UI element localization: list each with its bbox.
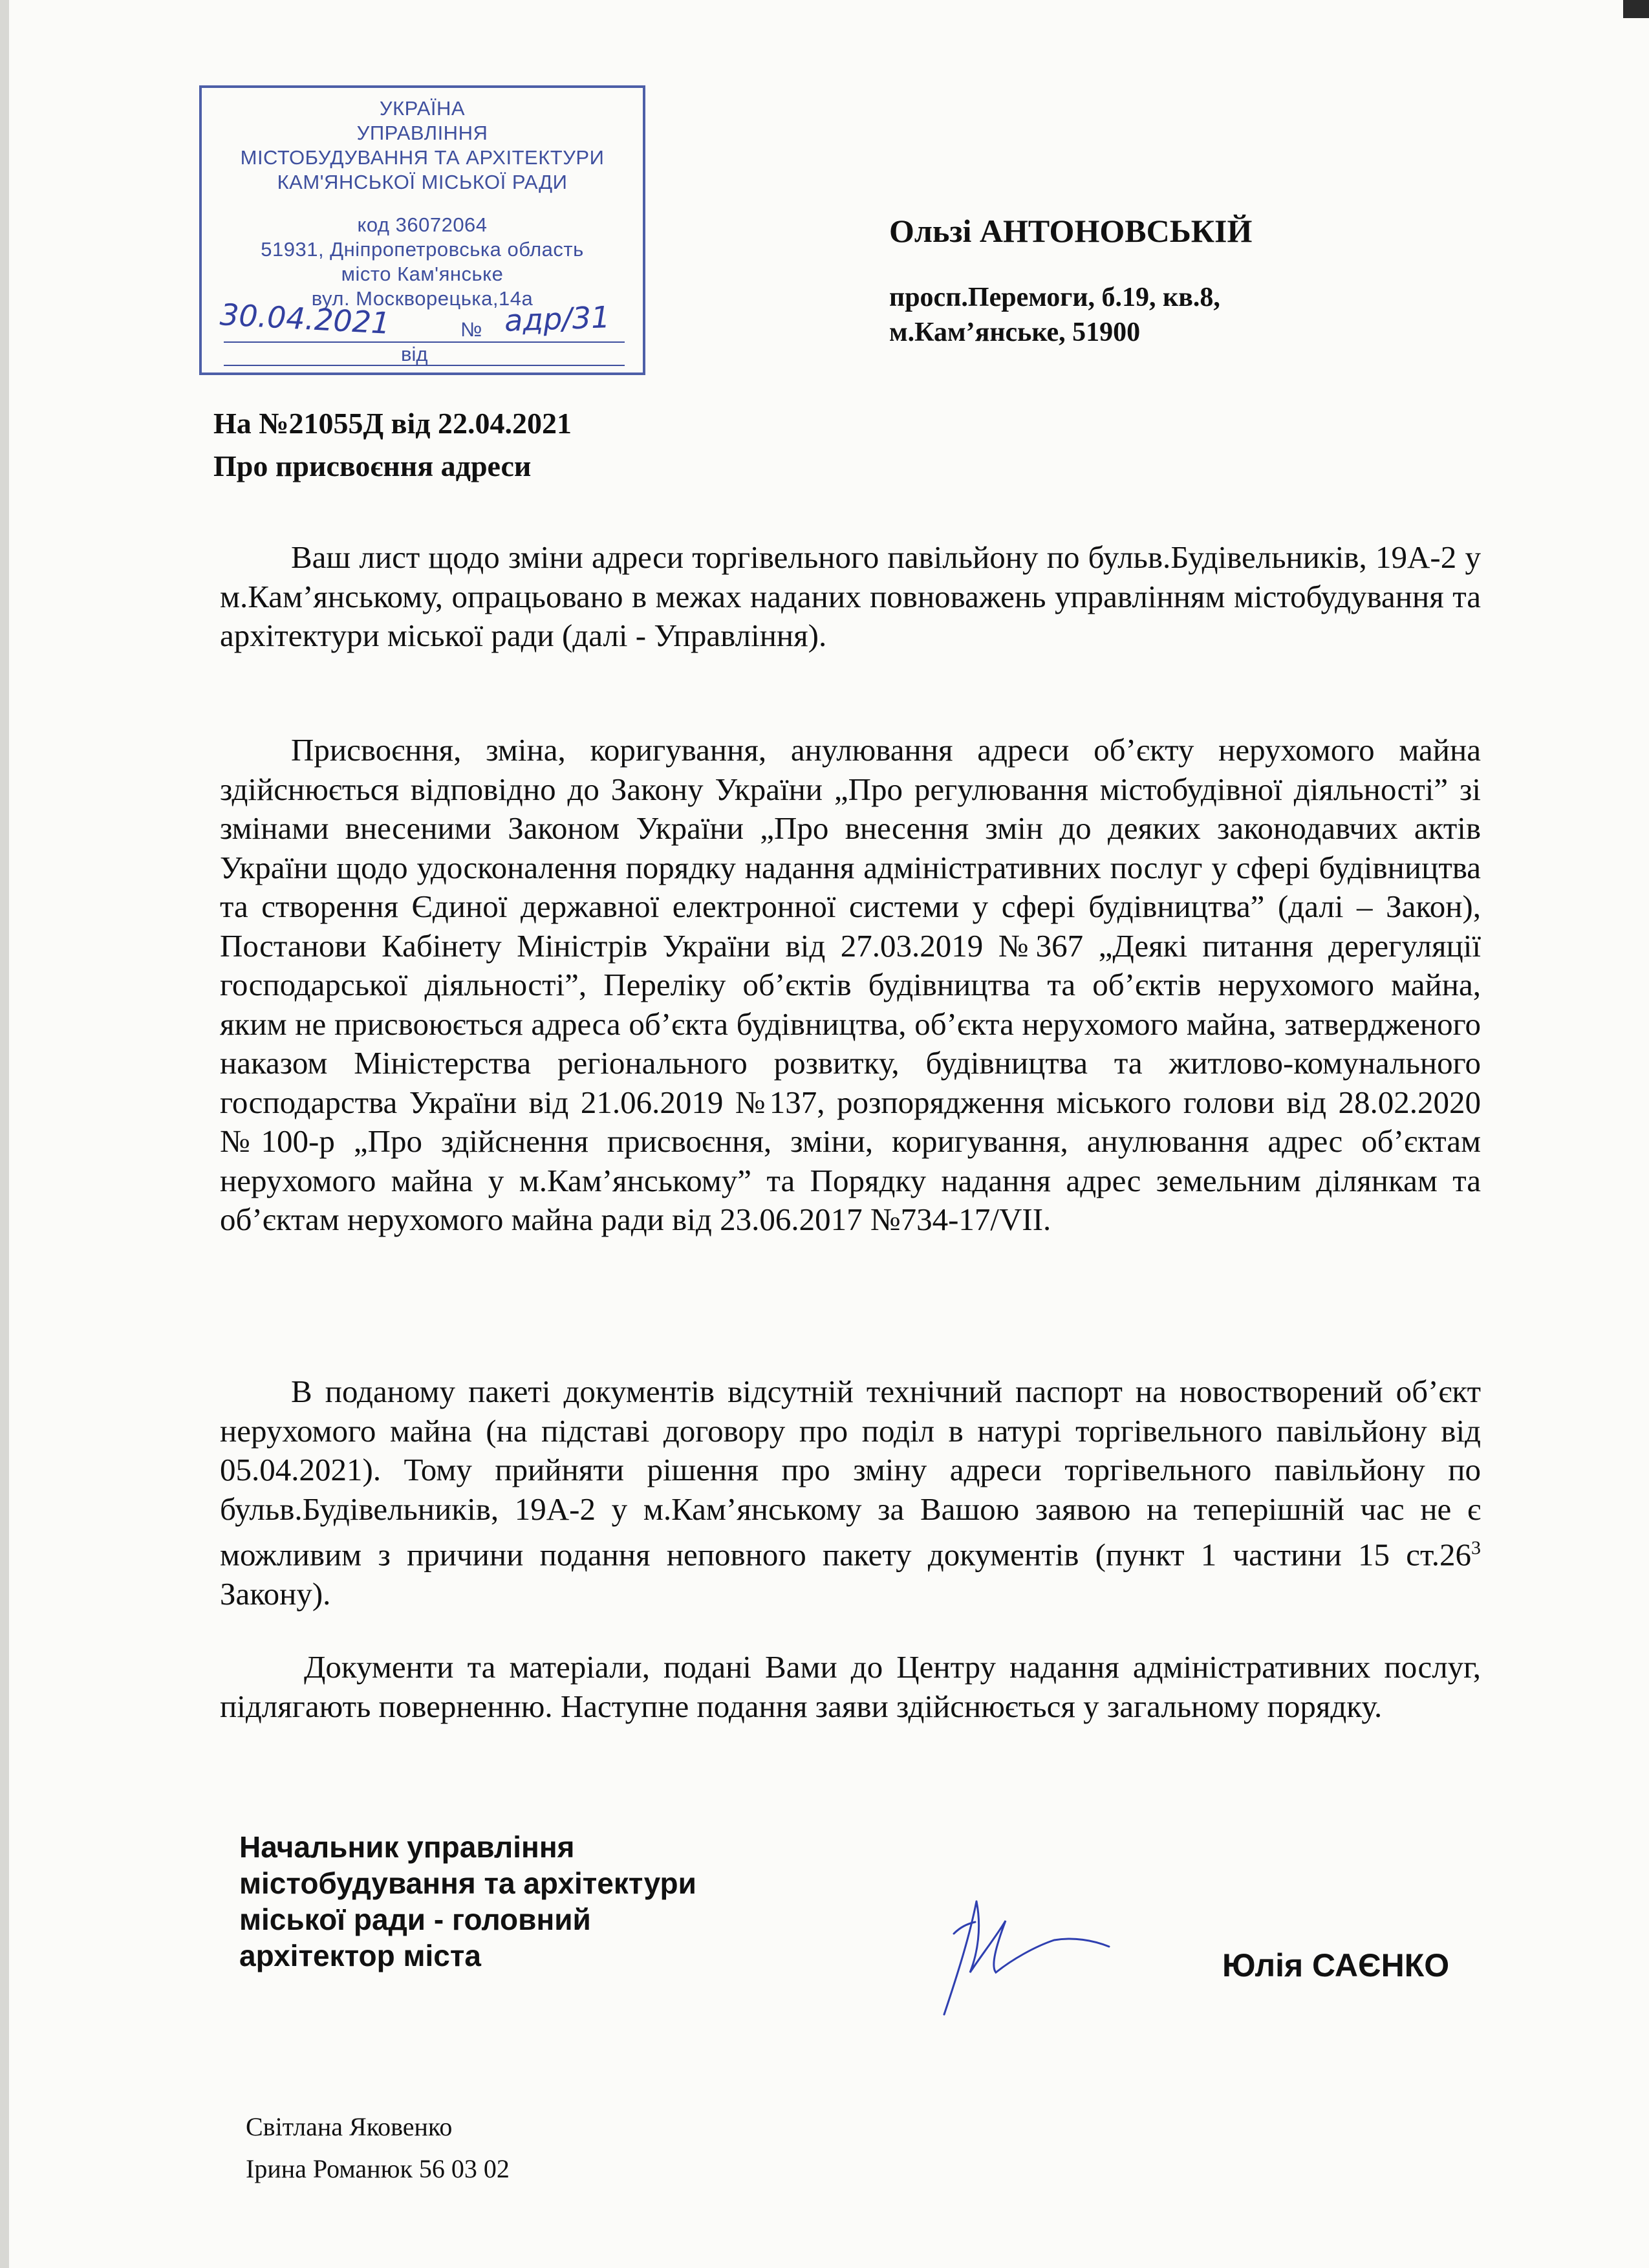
stamp-line-7: місто Кам'янське — [341, 263, 504, 285]
executor-1: Світлана Яковенко — [246, 2112, 453, 2141]
letter-subject: Про присвоєння адреси — [213, 449, 532, 482]
stamp-line-4: КАМ'ЯНСЬКОЇ МІСЬКОЇ РАДИ — [277, 171, 568, 193]
reference-number: На №21055Д від 22.04.2021 — [213, 407, 572, 440]
stamp-line-5: код 36072064 — [357, 213, 488, 236]
scan-edge — [0, 0, 9, 2268]
stamp-line-1: УКРАЇНА — [379, 97, 466, 120]
addressee-city: м.Кам’янське, 51900 — [889, 318, 1141, 347]
stamp-line-8: вул. Москворецька,14а — [311, 287, 534, 310]
stamp-line-3: МІСТОБУДУВАННЯ ТА АРХІТЕКТУРИ — [240, 146, 605, 169]
stamp-handwritten-number: адр/31 — [504, 299, 611, 338]
scan-corner — [1623, 0, 1649, 18]
signatory-name: Юлія САЄНКО — [1222, 1947, 1450, 1983]
stamp-from-label: від — [401, 343, 428, 365]
body-paragraph-4: Документи та матеріали, подані Вами до Центру надання адміністративних послуг, підлягають поверненню. Наступне подання заяви здійснюється у загальному порядку. — [220, 1649, 1481, 1724]
signatory-position-line-2: містобудування та архітектури — [239, 1866, 696, 1900]
body-paragraph-1: Ваш лист щодо зміни адреси торгівельного павільйону по бульв.Будівельників, 19А-2 у м.Кам’янському, опрацьовано в межах наданих повноважень управлінням містобудування та архітектури міської ради (далі - Управління). — [220, 539, 1481, 653]
handwritten-signature — [899, 1875, 1112, 2024]
addressee-name: Ользі АНТОНОВСЬКІЙ — [889, 213, 1253, 249]
signatory-position-line-4: архітектор міста — [239, 1939, 481, 1972]
body-paragraph-3-text: В поданому пакеті документів відсутній технічний паспорт на новостворений об’єкт нерухомого майна (на підставі договору про поділ в натурі торгівельного павільйону від 05.04.2021). Тому прийняти рішення про зміну адреси торгівельного павільйону по бульв.Будівельників, 19А-2 у м.Кам’янському за Вашою заявою на теперішній час не є можливим з причини подання неповного пакету документів (пункт 1 частини 15 ст.26 — [220, 1374, 1481, 1573]
article-superscript: 3 — [1471, 1537, 1481, 1559]
stamp-handwritten-date: 30.04.2021 — [219, 297, 391, 341]
stamp-date-rule — [224, 365, 625, 366]
registration-stamp — [199, 85, 645, 375]
stamp-number-label: № — [460, 318, 482, 341]
body-paragraph-3-end: Закону). — [220, 1575, 331, 1612]
stamp-line-2: УПРАВЛІННЯ — [356, 122, 488, 144]
stamp-line-6: 51931, Дніпропетровська область — [261, 238, 584, 261]
executor-2: Ірина Романюк 56 03 02 — [246, 2154, 510, 2183]
body-paragraph-2: Присвоєння, зміна, коригування, анулювання адреси об’єкту нерухомого майна здійснюється відповідно до Закону України „Про регулювання містобудівної діяльності” зі змінами внесеними Законом України „Про внесення змін до деяких законодавчих актів України щодо удосконалення порядку надання адміністративних послуг у сфері будівництва та створення Єдиної державної електронної системи у сфері будівництва” (далі – Закон), Постанови Кабінету Міністрів України від 27.03.2019 №367 „Деякі питання дерегуляції господарської діяльності”, Переліку об’єктів будівництва та об’єктів нерухомого майна, яким не присвоюється адреса об’єкта будівництва, об’єкта нерухомого майна, затвердженого наказом Міністерства регіонального розвитку, будівництва та житлово-комунального господарства України від 21.06.2019 №137, розпорядження міського голови від 28.02.2020 №100-р „Про здійснення присвоєння, зміни, коригування, анулювання адрес об’єктам нерухомого майна у м.Кам’янському” та Порядку надання адрес земельним ділянкам та об’єктам нерухомого майна ради від 23.06.2017 №734-17/VII. — [220, 732, 1481, 1237]
body-paragraph-3 — [220, 1372, 1481, 1614]
signatory-position-line-1: Начальник управління — [239, 1830, 575, 1864]
signatory-position-line-3: міської ради - головний — [239, 1903, 591, 1936]
addressee-street: просп.Перемоги, б.19, кв.8, — [889, 283, 1220, 312]
signatory-position — [239, 1829, 696, 1974]
